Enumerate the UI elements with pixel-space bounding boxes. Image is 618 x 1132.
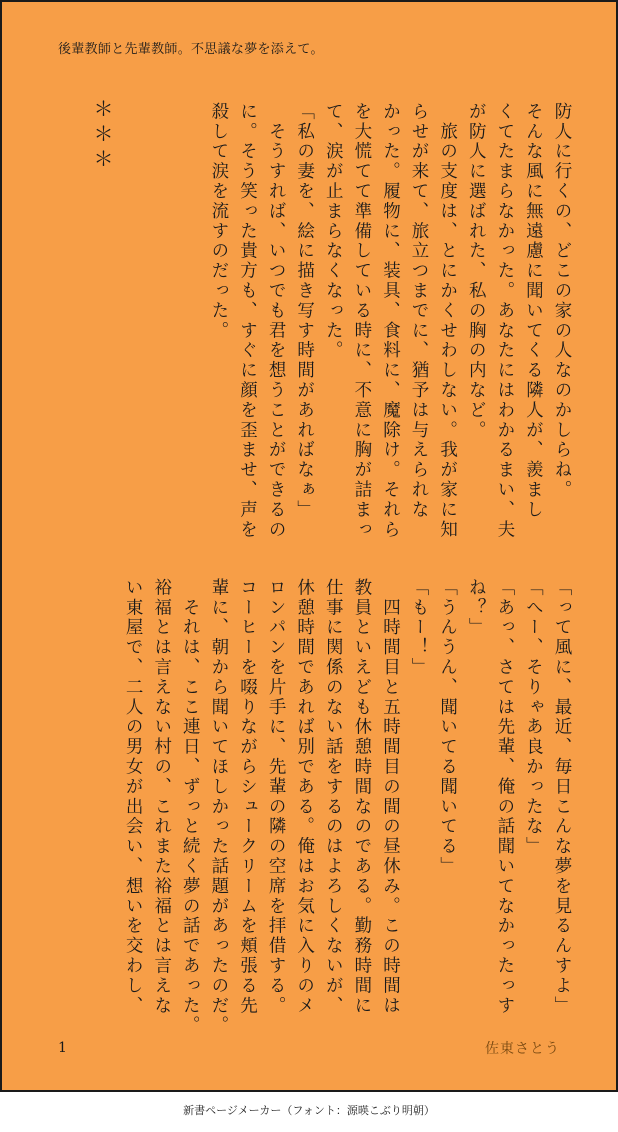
text-line: そんな風に無遠慮に聞いてくる隣人が、羨まし (523, 102, 544, 520)
text-line: 「うんうん、聞いてる聞いてる」 (437, 578, 458, 877)
footer-credit: 新書ページメーカー（フォント：源暎こぶり明朝） (183, 1104, 435, 1117)
text-line: そうすれば、いつでも君を想うことができるの (266, 102, 287, 540)
text-line: に。そう笑った貴方も、すぐに顔を歪ませ、声を (237, 102, 258, 540)
text-line: が防人に選ばれた、私の胸の内など。 (466, 102, 487, 441)
text-line: 「あっ、さては先輩、俺の話聞いてなかったっす (494, 578, 515, 1016)
text-line: 裕福とは言えない村の、これまた裕福とは言えな (151, 578, 172, 1016)
text-line: 休憩時間であれば別である。俺はお気に入りのメ (294, 578, 315, 1016)
page-number: 1 (58, 1040, 67, 1056)
text-line: 殺して涙を流すのだった。 (208, 102, 229, 341)
text-line: 仕事に関係のない話をするのはよろしくないが、 (323, 578, 344, 1016)
text-line: らせが来て、旅立つまでに、猶予は与えられな (409, 102, 430, 520)
vertical-text-block-bottom (119, 578, 577, 1036)
text-line: て、涙が止まらなくなった。 (323, 102, 344, 361)
text-line: 輩に、朝から聞いてほしかった話題があったのだ。 (208, 578, 229, 1036)
text-line: 「私の妻を、絵に描き写す時間があればなぁ」 (294, 102, 315, 520)
text-line: 旅の支度は、とにかくせわしない。我が家に知 (437, 102, 458, 540)
text-line: くてたまらなかった。あなたにはわかるまい、夫 (494, 102, 515, 540)
text-line: コーヒーを啜りながらシュークリームを頬張る先 (237, 578, 258, 1016)
text-line: 教員といえども休憩時間なのである。勤務時間に (351, 578, 372, 1016)
text-line: い東屋で、二人の男女が出会い、想いを交わし、 (123, 578, 144, 1016)
text-line: 「もー！」 (409, 578, 430, 678)
text-line: 「へー、そりゃあ良かったな」 (523, 578, 544, 857)
vertical-text-block-top (204, 102, 576, 542)
text-line: ね？」 (466, 578, 487, 638)
story-title: 後輩教師と先輩教師。不思議な夢を添えて。 (58, 42, 324, 57)
text-line: 四時間目と五時間目の間の昼休み。この時間は (380, 578, 401, 1016)
text-line: かった。履物に、装具、食料に、魔除け。それら (380, 102, 401, 540)
text-line: それは、ここ連日、ずっと続く夢の話であった。 (180, 578, 201, 1036)
text-line: 「って風に、最近、毎日こんな夢を見るんすよ」 (552, 578, 572, 1016)
author-name: 佐東さとう (485, 1041, 560, 1057)
text-line: ロンパンを片手に、先輩の隣の空席を拝借する。 (266, 578, 287, 1016)
scene-separator: ＊＊＊ (90, 98, 114, 173)
text-line: 防人に行くの、どこの家の人なのかしらね。 (552, 102, 572, 500)
text-line: を大慌てて準備している時に、不意に胸が詰まっ (351, 102, 372, 540)
